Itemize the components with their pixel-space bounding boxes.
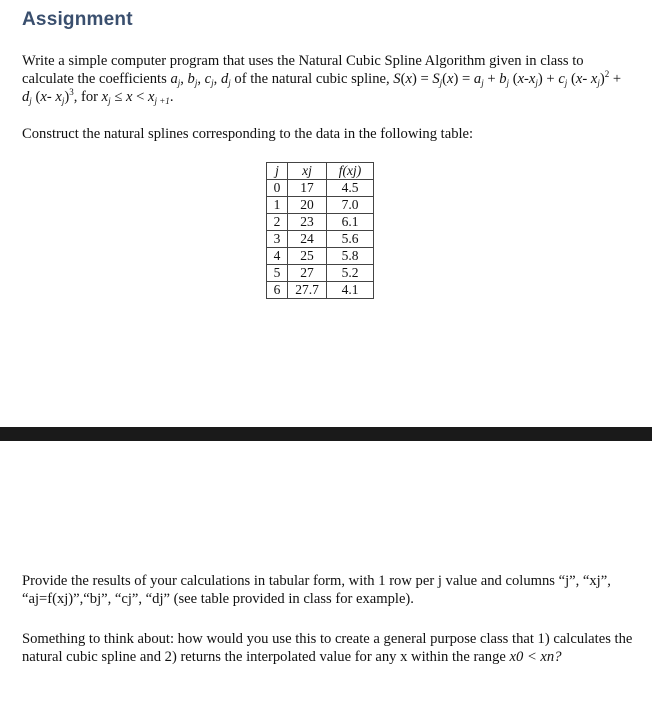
cell-fxj: 4.5 [327,180,374,197]
cell-xj: 24 [288,231,327,248]
instructions-tail: , for [73,89,102,105]
cell-fxj: 7.0 [327,197,374,214]
table-row [267,248,374,265]
table-row [267,214,374,231]
cell-xj: 17 [288,180,327,197]
instructions-intro: Write a simple computer program that uses the Natural Cubic Spline Algorithm given in class to calculate the coefficients [22,53,584,87]
think-about-text: Something to think about: how would you use this to create a general purpose class that 1) calculates the natural cubic spline and 2) returns the interpolated value for any x within the range [22,631,633,665]
data-table [266,162,374,299]
cell-xj: 27 [288,265,327,282]
construct-paragraph: Construct the natural splines corresponding to the data in the following table: [22,126,474,142]
table-row [267,197,374,214]
range-expression: x0 < xn? [509,649,562,665]
cell-fxj: 4.1 [327,282,374,299]
cell-j: 1 [267,197,288,214]
table-row [267,231,374,248]
cell-j: 0 [267,180,288,197]
instructions-mid: of the natural cubic spline, [230,71,394,87]
instructions-paragraph: Write a simple computer program that uses the Natural Cubic Spline Algorithm given in class to calculate the coefficients $a_j$, $b_j$, $c_j$, $d_j$ of the natural cubic spline, $S(x) = S_j(x) = a_j + b_j$ $(x-x_j) + c_j$ (x- $x_j)^2 + d_j$ (x- $x_j)^3$, for $x_j \le x < x_{j +1}$. [22,53,622,106]
table-row [267,265,374,282]
table-row [267,180,374,197]
table-header-row [267,163,374,180]
cell-j: 2 [267,214,288,231]
page-title: Assignment [22,9,133,30]
cell-fxj: 6.1 [327,214,374,231]
cell-xj: 20 [288,197,327,214]
cell-fxj: 5.6 [327,231,374,248]
cell-j: 4 [267,248,288,265]
column-header-xj: xj [288,163,327,180]
cell-fxj: 5.2 [327,265,374,282]
page-divider-bar [0,427,652,441]
cell-j: 3 [267,231,288,248]
cell-fxj: 5.8 [327,248,374,265]
cell-xj: 23 [288,214,327,231]
cell-xj: 25 [288,248,327,265]
think-about-paragraph [22,630,634,666]
table-row [267,282,374,299]
cell-j: 6 [267,282,288,299]
results-paragraph: Provide the results of your calculations in tabular form, with 1 row per j value and columns “j”, “xj”, “aj=f(xj)”,“bj”, “cj”, “dj” (see table provided in class for example). [22,573,611,607]
cell-j: 5 [267,265,288,282]
column-header-fxj: f(xj) [327,163,374,180]
cell-xj: 27.7 [288,282,327,299]
column-header-j: j [267,163,288,180]
